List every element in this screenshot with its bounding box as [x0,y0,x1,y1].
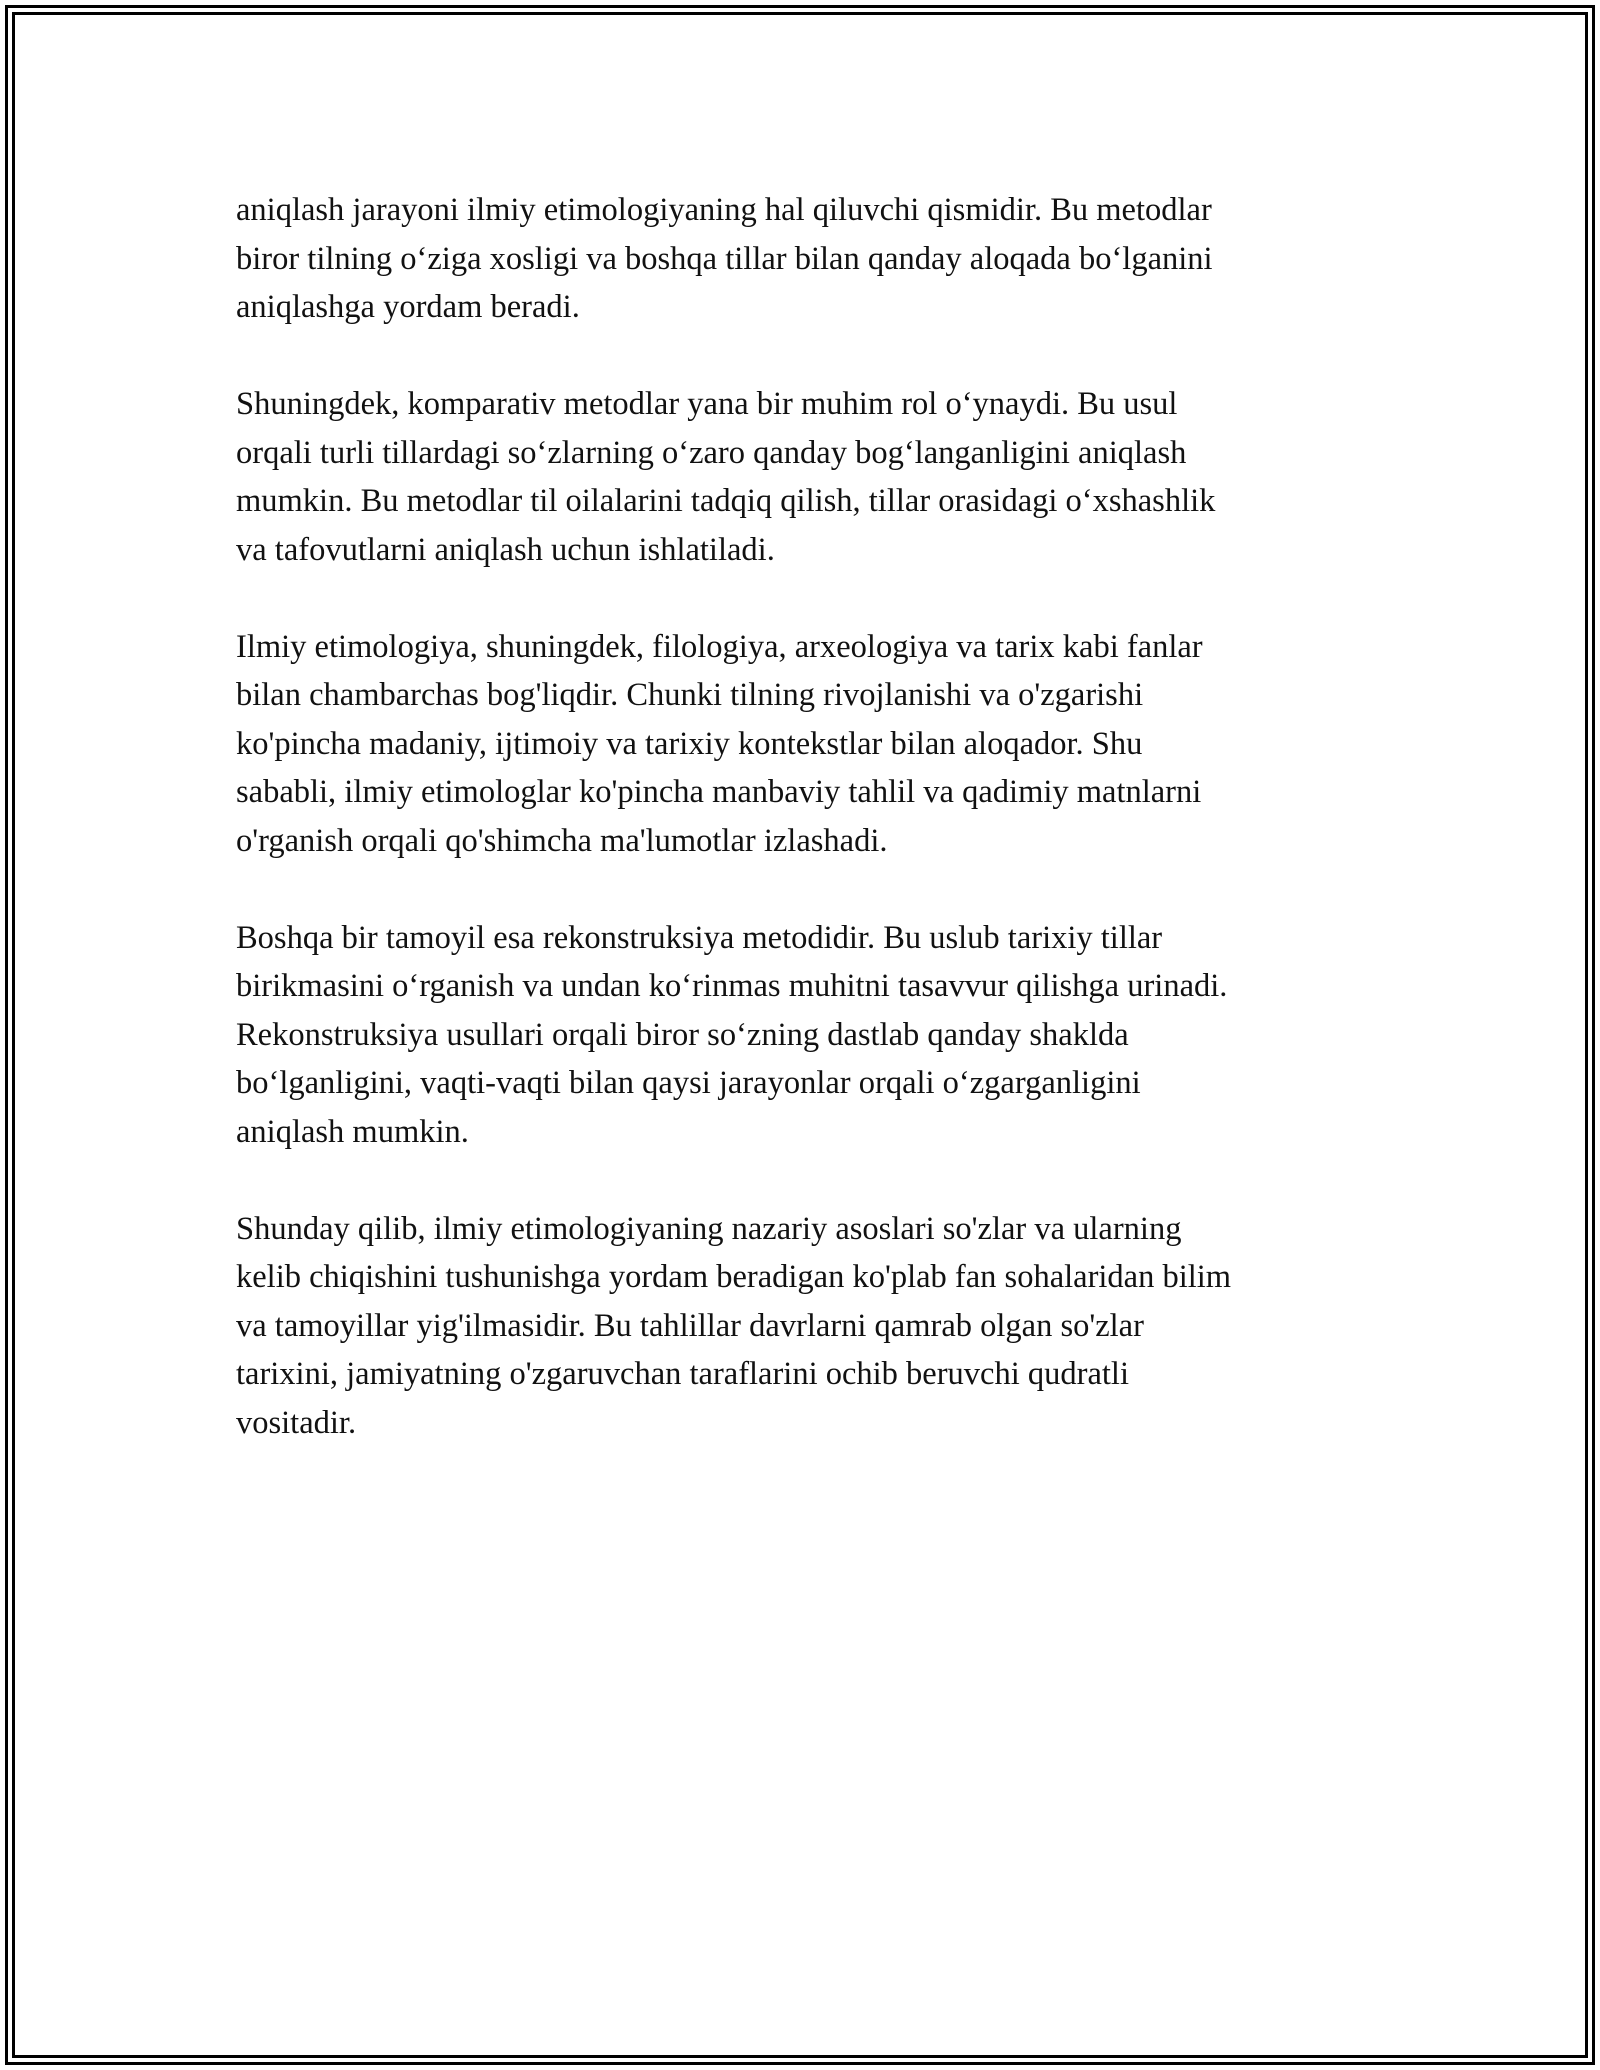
paragraph-4: Boshqa bir tamoyil esa rekonstruksiya metodidir. Bu uslub tarixiy tillar birikmasini o‘rganish va undan ko‘rinmas muhitni tasavvur qilishga urinadi. Rekonstruksiya usullari orqali biror so‘zning dastlab qanday shaklda bo‘lganligini, vaqti-vaqti bilan qaysi jarayonlar orqali o‘zgarganligini aniqlash mumkin. [236,919,1228,1150]
document-body [236,186,1366,1496]
paragraph-3: Ilmiy etimologiya, shuningdek, filologiya, arxeologiya va tarix kabi fanlar bilan chambarchas bog'liqdir. Chunki tilning rivojlanishi va o'zgarishi ko'pincha madaniy, ijtimoiy va tarixiy kontekstlar bilan aloqador. Shu sababli, ilmiy etimologlar ko'pincha manbaviy tahlil va qadimiy matnlarni o'rganish orqali qo'shimcha ma'lumotlar izlashadi. [236,628,1203,859]
paragraph-1: aniqlash jarayoni ilmiy etimologiyaning hal qiluvchi qismidir. Bu metodlar biror tilning o‘ziga xosligi va boshqa tillar bilan qanday aloqada bo‘lganini aniqlashga yordam beradi. [236,192,1213,325]
paragraph-2: Shuningdek, komparativ metodlar yana bir muhim rol o‘ynaydi. Bu usul orqali turli tillardagi so‘zlarning o‘zaro qanday bog‘langanligini aniqlash mumkin. Bu metodlar til oilalarini tadqiq qilish, tillar orasidagi o‘xshashlik va tafovutlarni aniqlash uchun ishlatiladi. [236,386,1216,568]
paragraph-5: Shunday qilib, ilmiy etimologiyaning nazariy asoslari so'zlar va ularning kelib chiqishini tushunishga yordam beradigan ko'plab fan sohalaridan bilim va tamoyillar yig'ilmasidir. Bu tahlillar davrlarni qamrab olgan so'zlar tarixini, jamiyatning o'zgaruvchan taraflarini ochib beruvchi qudratli vositadir. [236,1210,1232,1441]
